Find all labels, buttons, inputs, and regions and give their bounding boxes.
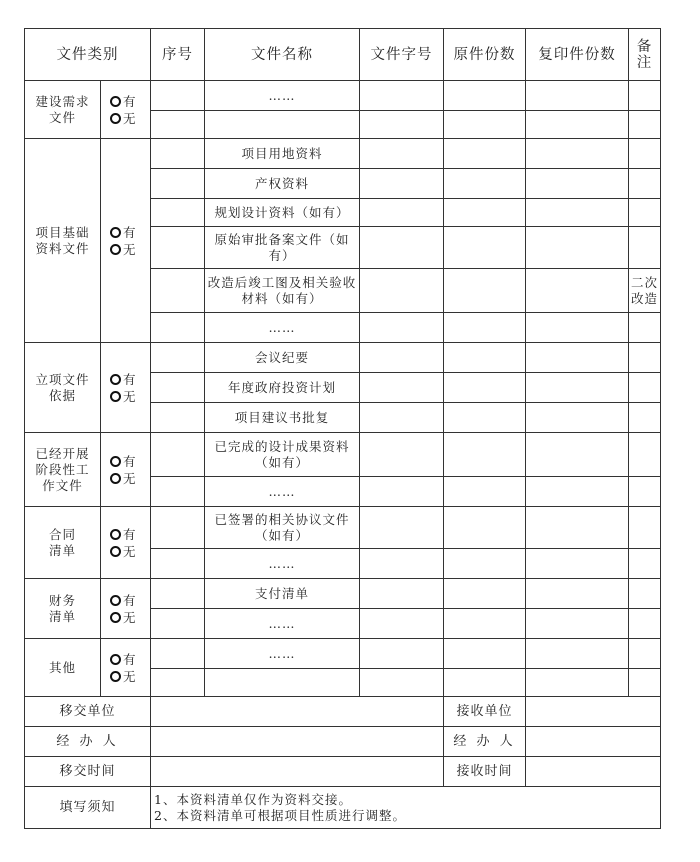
option-yes[interactable]: 有 [110, 592, 148, 609]
table-row [25, 433, 661, 477]
table-row [25, 507, 661, 549]
handler-label: 经 办 人 [25, 727, 151, 757]
header-file-name: 文件名称 [205, 29, 360, 81]
receive-time-value[interactable] [526, 757, 661, 787]
transfer-time-label: 移交时间 [25, 757, 151, 787]
file-name-cell: …… [205, 639, 360, 669]
transfer-time-value[interactable] [151, 757, 444, 787]
header-row [25, 29, 661, 81]
file-name-cell: …… [205, 313, 360, 343]
file-name-cell: 会议纪要 [205, 343, 360, 373]
file-name-cell: 已签署的相关协议文件（如有） [205, 507, 360, 549]
option-group [101, 139, 151, 343]
radio-circle-icon [110, 595, 121, 606]
file-name-cell [205, 111, 360, 139]
header-copy-copies: 复印件份数 [526, 29, 629, 81]
file-name-cell: 年度政府投资计划 [205, 373, 360, 403]
transfer-unit-value[interactable] [151, 697, 444, 727]
file-name-cell: …… [205, 549, 360, 579]
note-line: 1、本资料清单仅作为资料交接。 [154, 791, 352, 807]
file-name-cell: 改造后竣工图及相关验收材料（如有） [205, 269, 360, 313]
header-category: 文件类别 [25, 29, 151, 81]
option-group [101, 343, 151, 433]
category-label: 财务清单 [25, 579, 101, 639]
radio-circle-icon [110, 546, 121, 557]
option-no[interactable]: 无 [110, 241, 148, 258]
header-original-copies: 原件份数 [444, 29, 526, 81]
table-row [25, 343, 661, 373]
radio-circle-icon [110, 654, 121, 665]
option-group [101, 639, 151, 697]
option-yes[interactable]: 有 [110, 526, 148, 543]
category-label: 其他 [25, 639, 101, 697]
option-no[interactable]: 无 [110, 470, 148, 487]
category-label: 项目基础资料文件 [25, 139, 101, 343]
file-name-cell: 产权资料 [205, 169, 360, 199]
file-name-cell: …… [205, 609, 360, 639]
file-name-cell: 已完成的设计成果资料（如有） [205, 433, 360, 477]
category-label: 已经开展阶段性工作文件 [25, 433, 101, 507]
transfer-unit-label: 移交单位 [25, 697, 151, 727]
remark-cell: 二次改造 [629, 269, 661, 313]
header-file-number: 文件字号 [360, 29, 444, 81]
option-no[interactable]: 无 [110, 543, 148, 560]
option-yes[interactable]: 有 [110, 651, 148, 668]
category-label: 立项文件依据 [25, 343, 101, 433]
radio-circle-icon [110, 456, 121, 467]
radio-circle-icon [110, 96, 121, 107]
table-row [25, 81, 661, 111]
receive-time-label: 接收时间 [444, 757, 526, 787]
option-group [101, 81, 151, 139]
footer-row-unit [25, 697, 661, 727]
handler-value[interactable] [151, 727, 444, 757]
note-line: 2、本资料清单可根据项目性质进行调整。 [154, 807, 406, 823]
option-group [101, 433, 151, 507]
option-yes[interactable]: 有 [110, 93, 148, 110]
option-yes[interactable]: 有 [110, 224, 148, 241]
header-remarks: 备注 [629, 29, 661, 81]
option-yes[interactable]: 有 [110, 453, 148, 470]
radio-circle-icon [110, 391, 121, 402]
table-row [25, 139, 661, 169]
receive-handler-value[interactable] [526, 727, 661, 757]
file-name-cell: …… [205, 477, 360, 507]
footer-row-handler [25, 727, 661, 757]
receive-handler-label: 经 办 人 [444, 727, 526, 757]
option-no[interactable]: 无 [110, 668, 148, 685]
category-label: 合同清单 [25, 507, 101, 579]
radio-circle-icon [110, 671, 121, 682]
radio-circle-icon [110, 612, 121, 623]
file-name-cell: 支付清单 [205, 579, 360, 609]
radio-circle-icon [110, 244, 121, 255]
footer-row-notes [25, 787, 661, 829]
header-seq: 序号 [151, 29, 205, 81]
footer-row-time [25, 757, 661, 787]
option-group [101, 579, 151, 639]
radio-circle-icon [110, 473, 121, 484]
file-name-cell: …… [205, 81, 360, 111]
option-no[interactable]: 无 [110, 110, 148, 127]
notes-text [151, 787, 661, 829]
file-name-cell: 原始审批备案文件（如有） [205, 227, 360, 269]
option-yes[interactable]: 有 [110, 371, 148, 388]
table-row [25, 579, 661, 609]
radio-circle-icon [110, 529, 121, 540]
file-name-cell: 项目建议书批复 [205, 403, 360, 433]
file-checklist-table [24, 28, 661, 829]
radio-circle-icon [110, 227, 121, 238]
table-row [25, 639, 661, 669]
file-name-cell: 规划设计资料（如有） [205, 199, 360, 227]
document-sheet [24, 28, 661, 829]
option-no[interactable]: 无 [110, 388, 148, 405]
notes-label: 填写须知 [25, 787, 151, 829]
file-name-cell: 项目用地资料 [205, 139, 360, 169]
receive-unit-value[interactable] [526, 697, 661, 727]
option-group [101, 507, 151, 579]
receive-unit-label: 接收单位 [444, 697, 526, 727]
option-no[interactable]: 无 [110, 609, 148, 626]
radio-circle-icon [110, 374, 121, 385]
category-label: 建设需求文件 [25, 81, 101, 139]
radio-circle-icon [110, 113, 121, 124]
file-name-cell [205, 669, 360, 697]
